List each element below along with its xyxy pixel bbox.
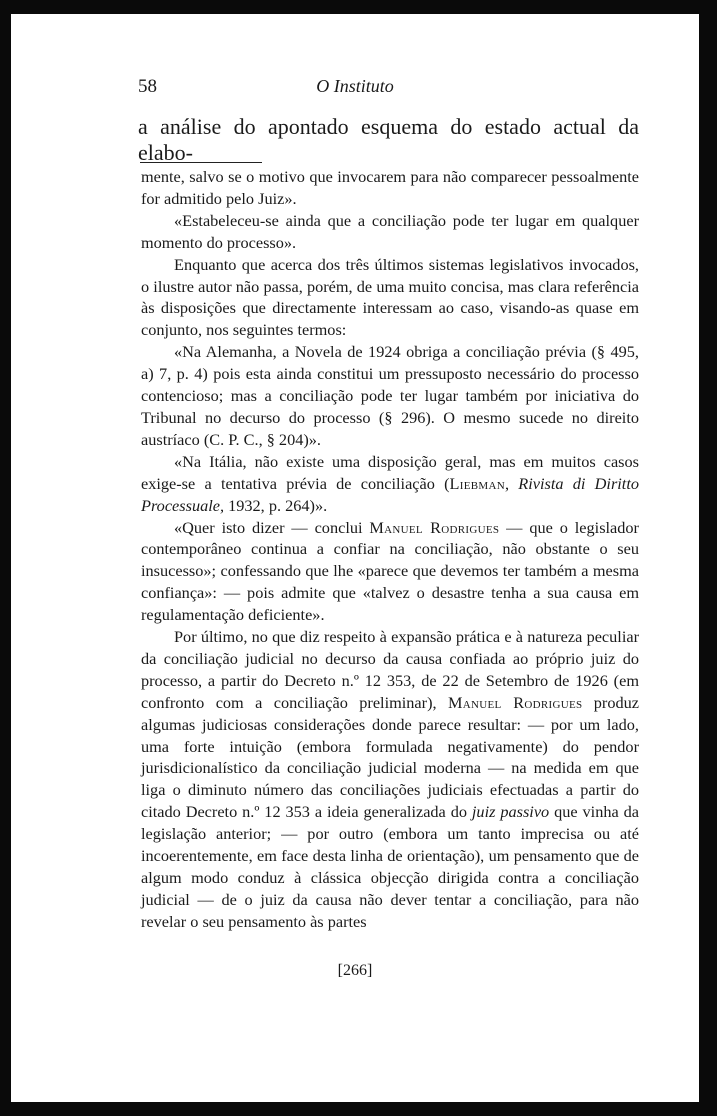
author-name: Manuel Rodrigues	[447, 692, 583, 712]
footnote-block	[141, 166, 639, 933]
text-run: ,	[504, 473, 519, 493]
folio-number: [266]	[337, 962, 373, 979]
footnote-paragraph-3: Enquanto que acerca dos três últimos sistemas legislativos invocados, o ilustre autor não passa, porém, de uma muito concisa, mas clara referência às disposições que directamente interessam ao caso, visando-as quase em conjunto, nos seguintes termos:	[141, 254, 639, 340]
running-title: O Instituto	[316, 76, 394, 96]
footnote-paragraph-1: mente, salvo se o motivo que invocarem para não comparecer pessoalmente for admitido pelo Juiz».	[141, 167, 639, 208]
footnote-separator	[140, 162, 262, 163]
text-run: produz algumas judiciosas considerações donde parece resultar: — por um lado, uma forte intuição (embora formulada negativamente) do pendor jurisdicionalístico da conciliação judicial moderna — na medida em que liga o diminuto número das conciliações judiciais efectuadas a partir do citado Decreto n.º 12 353 a ideia generalizada do	[141, 692, 639, 822]
author-name: Liebman	[449, 473, 505, 493]
body-text-line: a análise do apontado esquema do estado actual da elabo-	[138, 114, 639, 165]
text-run: «Quer isto dizer — conclui	[174, 517, 370, 537]
author-name: Manuel Rodrigues	[369, 517, 500, 537]
journal-title: Rivista di Diritto Processuale,	[141, 473, 639, 515]
footnote-paragraph-5	[141, 451, 639, 517]
text-run: que vinha da legislação anterior; — por outro (embora um tanto imprecisa ou até incoerentemente, em face desta linha de orientação), um pensamento que de algum modo conduz à clássica objecção dirigida contra a conciliação judicial — de o juiz da causa não dever tentar a conciliação, para não revelar o seu pensamento às partes	[141, 802, 639, 931]
page-header	[11, 76, 699, 100]
text-run: 1932, p. 264)».	[224, 495, 328, 515]
document-page	[11, 14, 699, 1102]
footnote-paragraph-4: «Na Alemanha, a Novela de 1924 obriga a conciliação prévia (§ 495, a) 7, p. 4) pois esta ainda constitui um pressuposto necessário do processo contencioso; mas a conciliação pode ter lugar também por iniciativa do Tribunal no decurso do processo (§ 296). O mesmo sucede no direito austríaco (C. P. C., § 204)».	[141, 342, 639, 449]
footnote-paragraph-6	[141, 517, 639, 627]
footnote-paragraph-7	[141, 626, 639, 933]
text-run: Por último, no que diz respeito à expansão prática e à natureza peculiar da conciliação judicial no decurso da causa confiada ao próprio juiz do processo, a partir do Decreto n.º 12 353, de 22 de Setembro de 1926 (em confronto com a conciliação preliminar),	[141, 627, 639, 712]
emphasized-term: juiz passivo	[471, 802, 550, 822]
text-run: — que o legislador contemporâneo continua a confiar na conciliação, não obstante o seu insucesso»; confessando que lhe «parece que devemos ter também a mesma confiança»: — pois admite que «talvez o desastre tenha a sua causa em regulamentação deficiente».	[141, 517, 639, 625]
page-number: 58	[138, 76, 157, 97]
text-run: «Na Itália, não existe uma disposição geral, mas em muitos casos exige-se a tentativa prévia de conciliação (	[141, 451, 639, 493]
footnote-paragraph-2: «Estabeleceu-se ainda que a conciliação pode ter lugar em qualquer momento do processo».	[141, 210, 639, 252]
